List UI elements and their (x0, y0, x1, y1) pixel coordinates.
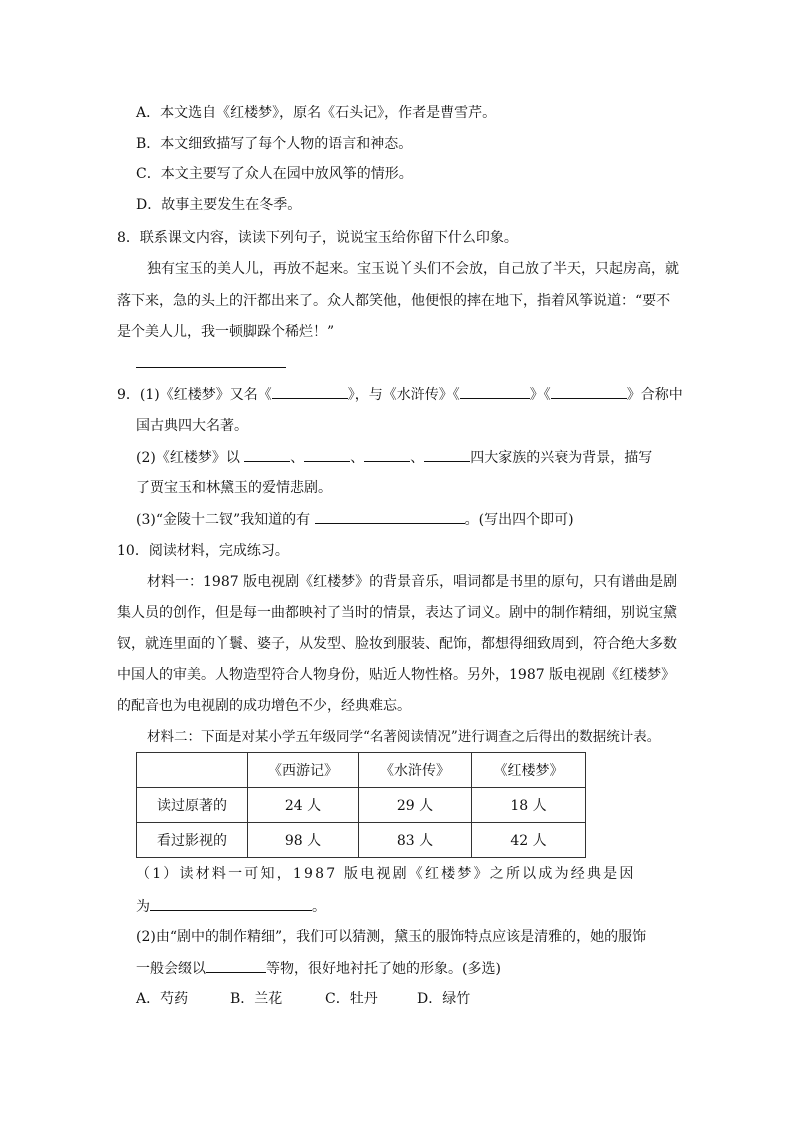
q10-choice-d[interactable]: D．绿竹 (417, 991, 471, 1007)
q10-sub2-text-b: 一般会缀以 (136, 961, 206, 977)
q10-sub1-line2 (136, 896, 326, 917)
q10-sub2-line1: (2)由“剧中的制作精细”，我们可以猜测，黛玉的服饰特点应该是清雅的，她的服饰 (136, 929, 647, 945)
q9-p1-text-c: 《 (452, 387, 460, 403)
q9-p3-text-a: (3)“金陵十二钗”我知道的有 (136, 512, 315, 528)
q8-passage-line-1: 独有宝玉的美人儿，再放不起来。宝玉说丫头们不会放，自己放了半天，只起房高，就 (147, 261, 679, 277)
q9-p3-text-b: 。(写出四个即可) (464, 512, 574, 528)
q10-material1-line-3: 钗，就连里面的丫鬟、婆子，从发型、脸妆到服装、配饰，都想得细致周到，符合绝大多数 (117, 636, 677, 652)
q9-p2-sep-2: 、 (350, 450, 365, 466)
table-header-row (137, 753, 586, 788)
q9-p1-text-e: 《 (543, 387, 551, 403)
q9-p2-blank-3[interactable] (364, 447, 410, 462)
q10-material1-line-1: 材料一：1987 版电视剧《红楼梦》的背景音乐，唱词都是书里的原句，只有谱曲是剧 (147, 574, 678, 590)
q10-stem: 10．阅读材料，完成练习。 (117, 543, 289, 559)
q8-answer-blank[interactable] (136, 367, 286, 368)
q10-material2-intro: 材料二：下面是对某小学五年级同学“名著阅读情况”进行调查之后得出的数据统计表。 (147, 729, 661, 745)
q9-p2-sep-1: 、 (290, 450, 305, 466)
q7-option-a: A．本文选自《红楼梦》，原名《石头记》，作者是曹雪芹。 (136, 105, 497, 121)
q10-sub1-blank[interactable] (150, 896, 312, 911)
q9-part2-line2: 了贾宝玉和林黛玉的爱情悲剧。 (136, 480, 332, 496)
q8-passage-line-2: 落下来，急的头上的汗都出来了。众人都笑他，他便恨的摔在地下，指着风筝说道：“要不 (117, 293, 671, 309)
table-cell: 98 人 (248, 823, 359, 858)
q9-p2-blank-4[interactable] (424, 447, 470, 462)
q10-sub2-blank[interactable] (206, 958, 266, 973)
table-row-label: 看过影视的 (137, 823, 248, 858)
table-row-label: 读过原著的 (137, 788, 248, 823)
q10-choice-c[interactable]: C．牡丹 (325, 991, 378, 1007)
q7-option-c: C．本文主要写了众人在园中放风筝的情形。 (136, 166, 413, 182)
table-cell: 83 人 (359, 823, 472, 858)
q9-part3-line (136, 509, 574, 530)
q10-material1-line-4: 中国人的审美。人物造型符合人物身份，贴近人物性格。另外，1987 版电视剧《红楼梦》 (117, 667, 676, 683)
table-cell: 29 人 (359, 788, 472, 823)
reading-stats-table (136, 752, 586, 858)
q10-choice-b[interactable]: B．兰花 (230, 991, 283, 1007)
table-header-cell (137, 753, 248, 788)
table-cell: 24 人 (248, 788, 359, 823)
q9-p1-text-f: 》合称中 (626, 387, 683, 403)
q9-p1-blank-2[interactable] (460, 384, 530, 399)
q10-sub2-text-c: 等物，很好地衬托了她的形象。(多选) (266, 961, 501, 977)
q9-p2-text-b: 四大家族的兴衰为背景，描写 (470, 450, 653, 466)
table-header-cell: 《红楼梦》 (472, 753, 586, 788)
q7-option-d: D．故事主要发生在冬季。 (136, 197, 302, 213)
q7-option-b: B．本文细致描写了每个人物的语言和神态。 (136, 136, 413, 152)
table-row (137, 788, 586, 823)
q9-p2-blank-1[interactable] (244, 447, 290, 462)
q9-p1-text-a: 9．(1)《红楼梦》又名《 (117, 387, 272, 403)
q9-p1-text-d: 》 (529, 387, 544, 403)
q9-part1-line1 (117, 384, 683, 405)
q10-material1-line-2: 集人员的创作，但是每一曲都映衬了当时的情景，表达了词义。剧中的制作精细，别说宝黛 (117, 605, 677, 621)
q10-sub2-line2 (136, 958, 501, 979)
q9-part1-line2: 国古典四大名著。 (136, 418, 248, 434)
q9-p2-sep-3: 、 (410, 450, 425, 466)
q10-choice-a[interactable]: A．芍药 (136, 991, 189, 1007)
table-cell: 42 人 (472, 823, 586, 858)
q9-p1-blank-1[interactable] (272, 384, 348, 399)
q8-stem: 8．联系课文内容，读读下列句子，说说宝玉给你留下什么印象。 (117, 230, 518, 246)
table-header-cell: 《水浒传》 (359, 753, 472, 788)
q10-sub1-text-c: 。 (312, 899, 326, 915)
table-header-cell: 《西游记》 (248, 753, 359, 788)
q9-p3-blank[interactable] (315, 509, 465, 524)
q10-sub1-line1: （1）读材料一可知，1987 版电视剧《红楼梦》之所以成为经典是因 (136, 866, 636, 882)
q9-p2-blank-2[interactable] (304, 447, 350, 462)
q8-passage-line-3: 是个美人儿，我一顿脚跺个稀烂！” (117, 324, 335, 340)
q9-part2-line1 (136, 447, 652, 468)
table-row (137, 823, 586, 858)
q9-p1-text-b: 》，与《水浒传》 (347, 387, 453, 403)
q10-material1-line-5: 的配音也为电视剧的成功增色不少，经典难忘。 (117, 698, 411, 714)
q9-p2-text-a: (2)《红楼梦》以 (136, 450, 245, 466)
table-cell: 18 人 (472, 788, 586, 823)
q9-p1-blank-3[interactable] (551, 384, 627, 399)
q10-sub1-text-b: 为 (136, 899, 150, 915)
